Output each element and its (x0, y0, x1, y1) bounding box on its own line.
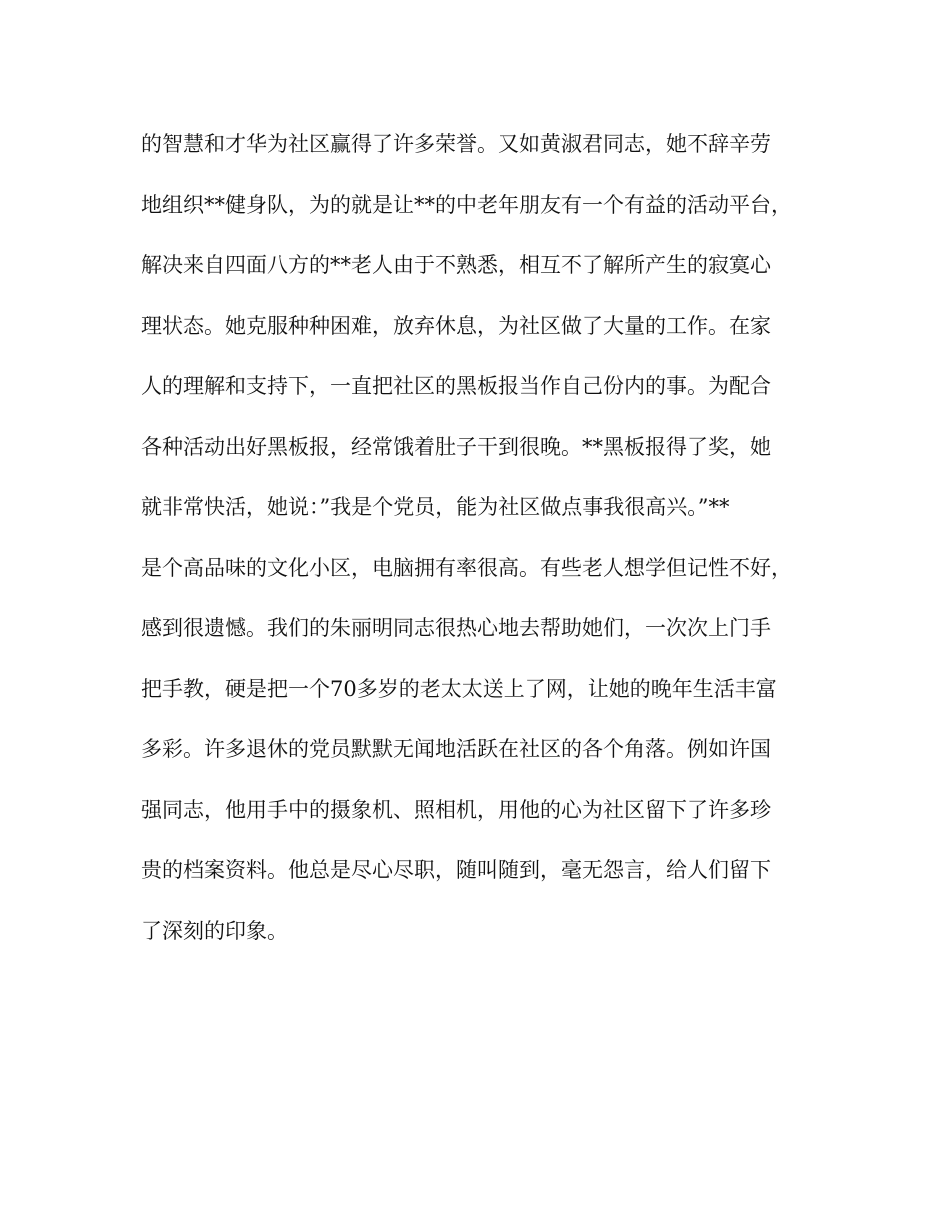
text-line: 把手教，硬是把一个70多岁的老太太送上了网，让她的晚年生活丰富 (141, 676, 777, 701)
text-line: 各种活动出好黑板报，经常饿着肚子干到很晚。**黑板报得了奖，她 (141, 434, 771, 459)
text-line: 就非常快活，她说：”我是个党员，能为社区做点事我很高兴。”** (141, 495, 730, 519)
text-line: 的智慧和才华为社区赢得了许多荣誉。又如黄淑君同志，她不辞辛劳 (141, 132, 771, 156)
text-line: 人的理解和支持下，一直把社区的黑板报当作自己份内的事。为配合 (141, 374, 771, 398)
text-line: 了深刻的印象。 (141, 918, 288, 943)
text-line: 是个高品味的文化小区，电脑拥有率很高。有些老人想学但记性不好， (141, 555, 792, 580)
text-line: 多彩。许多退休的党员默默无闻地活跃在社区的各个角落。例如许国 (141, 737, 771, 761)
text-line: 感到很遗憾。我们的朱丽明同志很热心地去帮助她们，一次次上门手 (141, 616, 771, 640)
text-line: 解决来自四面八方的**老人由于不熟悉，相互不了解所产生的寂寞心 (141, 253, 771, 277)
text-line: 贵的档案资料。他总是尽心尽职，随叫随到，毫无怨言，给人们留下 (141, 858, 771, 882)
body-text (141, 124, 811, 971)
text-line: 地组织**健身队，为的就是让**的中老年朋友有一个有益的活动平台， (141, 192, 792, 217)
text-line: 强同志，他用手中的摄象机、照相机，用他的心为社区留下了许多珍 (141, 797, 771, 822)
text-line: 理状态。她克服种种困难，放弃休息，为社区做了大量的工作。在家 (141, 313, 771, 338)
